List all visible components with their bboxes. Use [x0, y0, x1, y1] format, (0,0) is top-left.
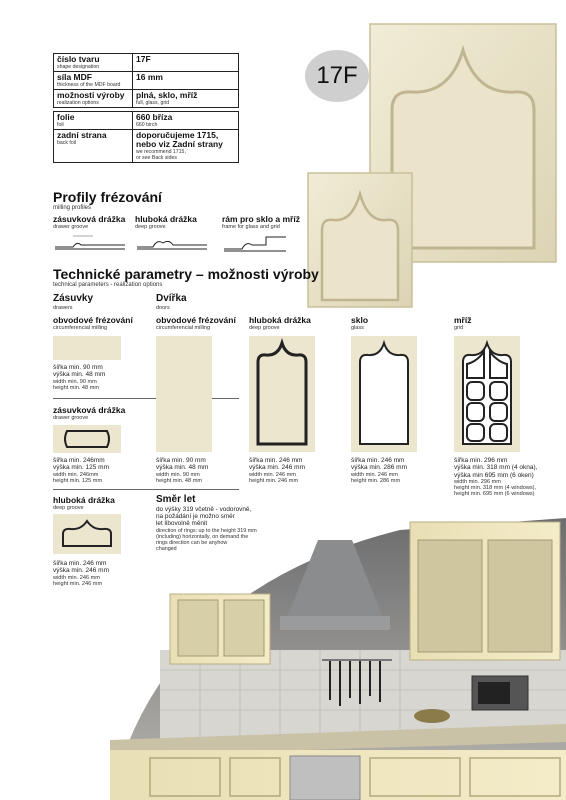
spec-value-en: we recommend 1715, or see Back sides	[136, 149, 186, 161]
dim-text: šířka min. 246 mm	[249, 457, 303, 464]
doors-title: Dvířka	[156, 293, 187, 304]
divider	[53, 489, 239, 490]
dim-text-en: width min. 90 mm	[53, 378, 97, 385]
drawers-subtitle: drawers	[53, 305, 73, 311]
spec-value: doporučujeme 1715, nebo viz Zadní strany	[136, 130, 223, 149]
spec-value: 17F	[136, 54, 151, 64]
dim-text-en: height min. 48 mm	[53, 384, 100, 391]
profile-label-en: drawer groove	[53, 224, 89, 230]
door-grid-swatch	[454, 336, 520, 452]
spec-value: 16 mm	[136, 72, 163, 82]
dim-text-en: height min. 48 mm	[156, 477, 203, 484]
spec-table	[53, 53, 239, 163]
drawer-option-label-en: deep groove	[53, 505, 84, 511]
dim-text: šířka min. 90 mm	[53, 364, 103, 371]
dim-text-en: width min. 246mm	[53, 471, 99, 478]
spec-value-en: 660 birch	[136, 122, 158, 128]
direction-title: Směr let	[156, 494, 196, 505]
door-photo	[300, 18, 562, 308]
door-option-label: hluboká drážka	[249, 315, 311, 325]
spec-label-en: foil	[57, 122, 64, 128]
drawer-option-label: obvodové frézování	[53, 315, 133, 325]
dim-text-en: height min. 246 mm	[249, 477, 299, 484]
door-option-label-en: circumferencial milling	[156, 325, 211, 331]
door-dims	[351, 457, 407, 484]
spec-label: zadní strana	[57, 130, 107, 140]
dim-text: výška min. 48 mm	[53, 371, 106, 379]
dim-text-en: width min. 246 mm	[53, 574, 100, 581]
spec-label-en: realization options	[57, 100, 99, 106]
profile-deep-groove-diagram	[135, 231, 209, 253]
door-option-label-en: deep groove	[249, 325, 280, 331]
params-subtitle: technical parameters - realization options	[53, 282, 163, 288]
drawer-dims	[53, 364, 105, 391]
dim-text-en: width min. 296 mm	[454, 478, 501, 485]
door-glass-swatch	[351, 336, 417, 452]
spec-label-en: shape designation	[57, 64, 100, 70]
dim-text: šířka min. 90 mm	[156, 457, 206, 464]
dim-text-en: height min. 318 mm (4 windows),	[454, 485, 537, 492]
dim-text-en: height min. 286 mm	[351, 477, 401, 484]
door-option-label-en: glass	[351, 325, 364, 331]
spec-label: síla MDF	[57, 72, 92, 82]
drawer-option-label: hluboká drážka	[53, 495, 115, 505]
door-option-label: mříž	[454, 315, 472, 325]
dim-text-en: width min. 246 mm	[351, 471, 398, 478]
spec-row	[54, 130, 239, 163]
spec-row	[54, 90, 239, 108]
drawer-swatch	[53, 336, 121, 360]
params-title: Technické parametry – možnosti výroby	[53, 266, 319, 282]
drawer-dims	[53, 457, 109, 484]
door-dims	[156, 457, 208, 484]
dim-text: výška min. 125 mm	[53, 464, 109, 472]
spec-row	[54, 54, 239, 72]
note-text: do výšky 319 včetně - vodorovně,	[156, 506, 252, 513]
spec-label-en: back foil	[57, 140, 77, 146]
dim-text-en: height min. 246 mm	[53, 580, 103, 587]
spec-value-en: full, glass, grid	[136, 100, 170, 106]
profiles-title: Profily frézování	[53, 189, 162, 205]
dim-text: šířka min. 296 mm	[454, 457, 508, 464]
spec-row	[54, 112, 239, 130]
dim-text-en: height min. 125 mm	[53, 477, 103, 484]
drawer-groove-swatch	[53, 425, 121, 453]
profile-label-en: frame for glass and grid	[222, 224, 280, 230]
dim-text: šířka min. 246mm	[53, 457, 105, 464]
note-text-en: direction of rings: up to the height 319 mm	[156, 527, 257, 534]
kitchen-photo	[0, 510, 566, 800]
profile-frame-diagram	[222, 231, 290, 255]
profile-drawer-groove-diagram	[53, 231, 127, 253]
spec-value: 660 bříza	[136, 112, 173, 122]
drawers-title: Zásuvky	[53, 293, 94, 304]
door-option-label: obvodové frézování	[156, 315, 236, 325]
profile-label: rám pro sklo a mříž	[222, 214, 300, 224]
dim-text: výška min. 246 mm	[249, 464, 305, 472]
door-dims	[454, 457, 537, 498]
door-dims	[249, 457, 305, 484]
spec-label: možnosti výroby	[57, 90, 125, 100]
shape-badge: 17F	[305, 50, 369, 102]
spec-label: číslo tvaru	[57, 54, 100, 64]
spec-label: folie	[57, 112, 75, 122]
door-option-label-en: grid	[454, 325, 464, 331]
note-text-en: (including) horizontally, on demand the	[156, 533, 249, 540]
profile-label: zásuvková drážka	[53, 214, 126, 224]
door-deep-groove-swatch	[249, 336, 315, 452]
note-text-en: rings direction can be anyhow	[156, 539, 228, 546]
dim-text: šířka min. 246 mm	[351, 457, 405, 464]
dim-text: výška min. 318 mm (4 okna),	[454, 464, 538, 472]
profile-label: hluboká drážka	[135, 214, 197, 224]
doors-subtitle: doors	[156, 305, 170, 311]
drawer-option-label: zásuvková drážka	[53, 405, 126, 415]
note-text: na požádání je možno směr	[156, 513, 235, 521]
drawer-option-label-en: circumferencial milling	[53, 325, 108, 331]
spec-value: plná, sklo, mříž	[136, 90, 198, 100]
dim-text: výška min. 48 mm	[156, 464, 209, 472]
door-swatch	[156, 336, 212, 452]
dim-text-en: width min. 90 mm	[156, 471, 200, 478]
drawer-option-label-en: drawer groove	[53, 415, 89, 421]
note-text: let libovolně měnit	[156, 520, 208, 528]
dim-text: výška min 695 mm (6 oken)	[454, 471, 534, 479]
spec-row	[54, 72, 239, 90]
door-option-label: sklo	[351, 315, 369, 325]
note-text-en: changed	[156, 545, 177, 552]
dim-text: výška min. 246 mm	[53, 567, 109, 575]
dim-text: šířka min. 246 mm	[53, 560, 107, 567]
dim-text-en: width min. 246 mm	[249, 471, 296, 478]
dim-text: výška min. 286 mm	[351, 464, 407, 472]
profiles-subtitle: milling profiles	[53, 205, 92, 211]
profile-label-en: deep groove	[135, 224, 166, 230]
spec-label-en: thickness of the MDF board	[57, 82, 121, 88]
dim-text-en: height min. 695 mm (6 windows)	[454, 491, 535, 498]
